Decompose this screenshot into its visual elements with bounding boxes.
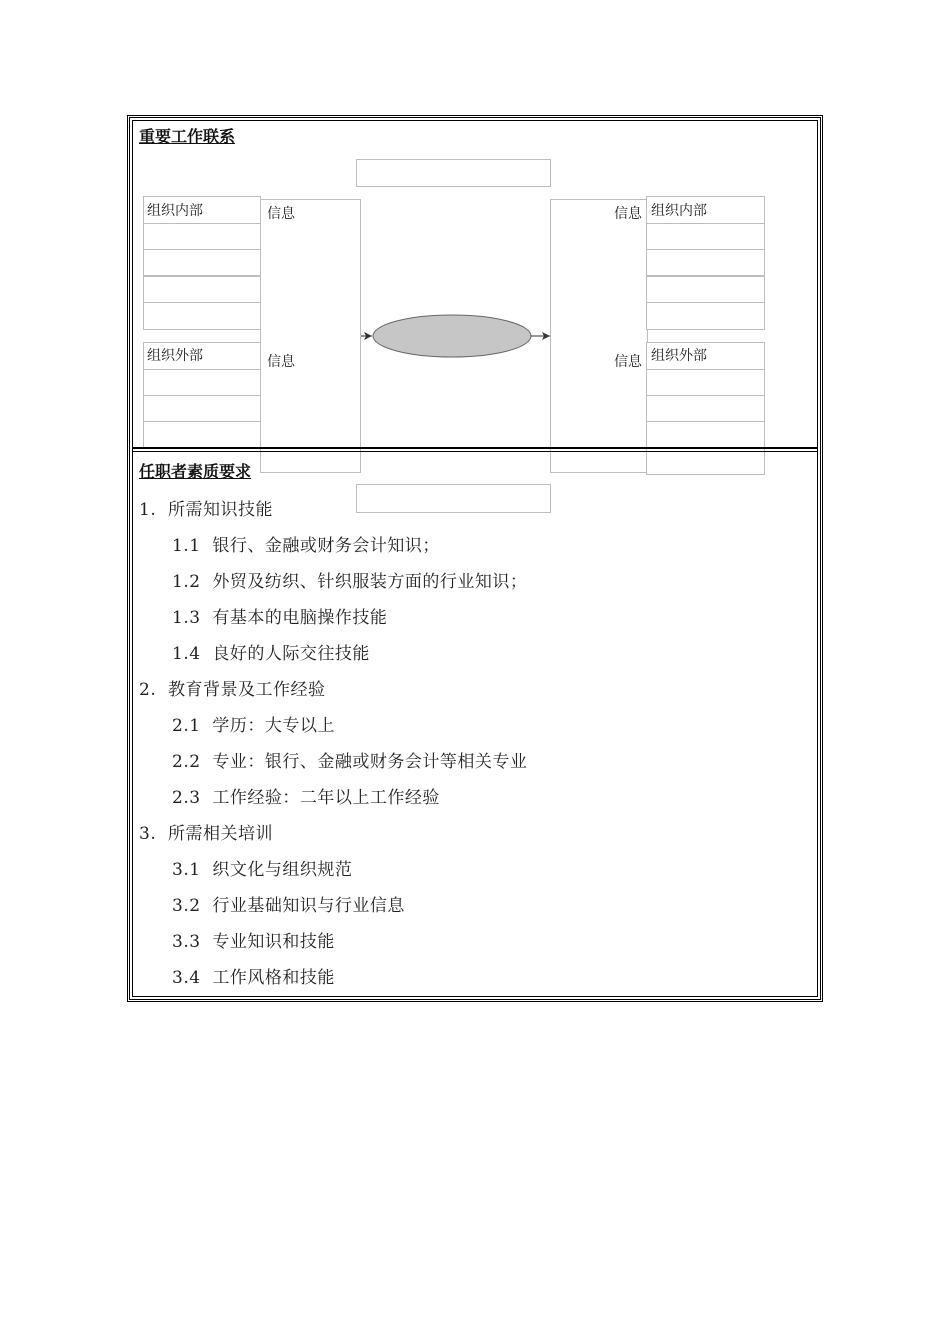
req-item: 2.3 工作经验：二年以上工作经验 [172,788,440,808]
center-ellipse [373,315,531,357]
req-heading: 1. 所需知识技能 [139,500,274,520]
left-internal-label: 组织内部 [147,203,203,219]
req-heading: 2. 教育背景及工作经验 [139,680,326,700]
bottom-center-box [356,484,551,513]
relations-title: 重要工作联系 [139,127,236,146]
req-item: 1.4 良好的人际交往技能 [172,644,370,664]
req-item: 3.1 织文化与组织规范 [172,860,353,880]
right-external-label: 组织外部 [651,348,707,364]
right-internal-label: 组织内部 [651,203,707,219]
req-item: 3.4 工作风格和技能 [172,968,335,988]
req-item: 3.3 专业知识和技能 [172,932,335,952]
req-item: 3.2 行业基础知识与行业信息 [172,896,405,916]
section-divider [132,447,818,449]
req-item: 1.3 有基本的电脑操作技能 [172,608,388,628]
info-label: 信息 [267,206,295,222]
left-external-label: 组织外部 [147,348,203,364]
section-divider [132,451,818,452]
info-label: 信息 [614,206,642,222]
info-label: 信息 [267,354,295,370]
info-label: 信息 [614,354,642,370]
req-item: 1.2 外贸及纺织、针织服装方面的行业知识； [172,572,528,592]
req-item: 2.1 学历：大专以上 [172,716,335,736]
req-heading: 3. 所需相关培训 [139,824,274,844]
req-item: 1.1 银行、金融或财务会计知识； [172,536,440,556]
req-item: 2.2 专业：银行、金融或财务会计等相关专业 [172,752,528,772]
requirements-title: 任职者素质要求 [139,462,252,481]
